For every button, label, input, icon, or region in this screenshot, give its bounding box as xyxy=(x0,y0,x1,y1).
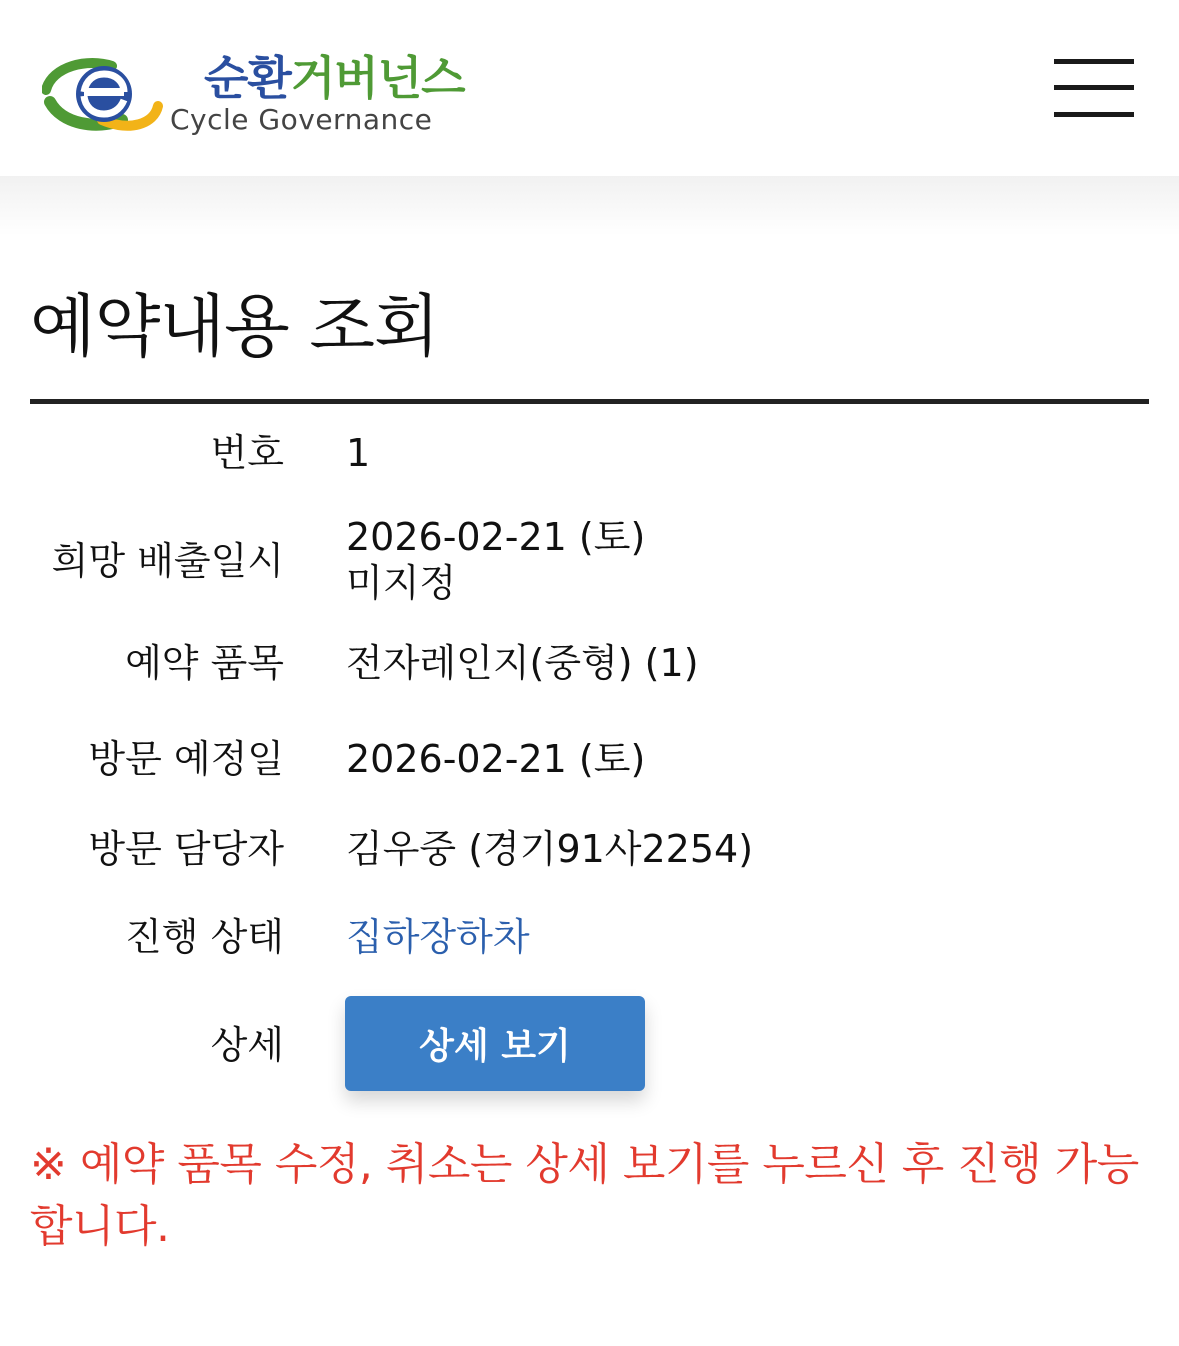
menu-bar xyxy=(1054,85,1134,90)
desired-time-value: 미지정 xyxy=(346,561,457,605)
reservation-item-label: 예약 품목 xyxy=(125,641,284,685)
reservation-number-label: 번호 xyxy=(210,431,284,475)
title-divider xyxy=(30,399,1149,404)
app-header xyxy=(0,0,1179,176)
visitor-label: 방문 담당자 xyxy=(88,827,284,871)
page-title: 예약내용 조회 xyxy=(30,288,439,367)
visitor-value: 김우중 (경기91사2254) xyxy=(346,827,754,871)
status-value: 집하장하차 xyxy=(346,915,530,959)
edit-cancel-notice: ※ 예약 품목 수정, 취소는 상세 보기를 누르신 후 진행 가능합니다. xyxy=(30,1139,1139,1252)
hamburger-menu-icon[interactable] xyxy=(1054,56,1134,120)
header-shadow xyxy=(0,176,1179,236)
status-label: 진행 상태 xyxy=(125,915,284,959)
view-detail-button[interactable]: 상세 보기 xyxy=(345,996,645,1091)
visit-date-value: 2026-02-21 (토) xyxy=(346,737,646,781)
logo-title-part1: 순환 xyxy=(204,51,291,105)
reservation-item-value: 전자레인지(중형) (1) xyxy=(346,641,699,685)
detail-label: 상세 xyxy=(210,1023,284,1067)
e-circulation-logo-icon xyxy=(42,50,164,134)
visit-date-label: 방문 예정일 xyxy=(88,737,284,781)
logo-subtitle: Cycle Governance xyxy=(170,103,433,136)
menu-bar xyxy=(1054,112,1134,117)
site-logo[interactable] xyxy=(42,50,465,140)
logo-title xyxy=(204,52,465,104)
reservation-number-value: 1 xyxy=(346,431,371,475)
logo-title-part2: 거버넌스 xyxy=(290,51,465,105)
menu-bar xyxy=(1054,59,1134,64)
desired-date-value: 2026-02-21 (토) xyxy=(346,515,646,559)
desired-date-label: 희망 배출일시 xyxy=(51,539,284,583)
